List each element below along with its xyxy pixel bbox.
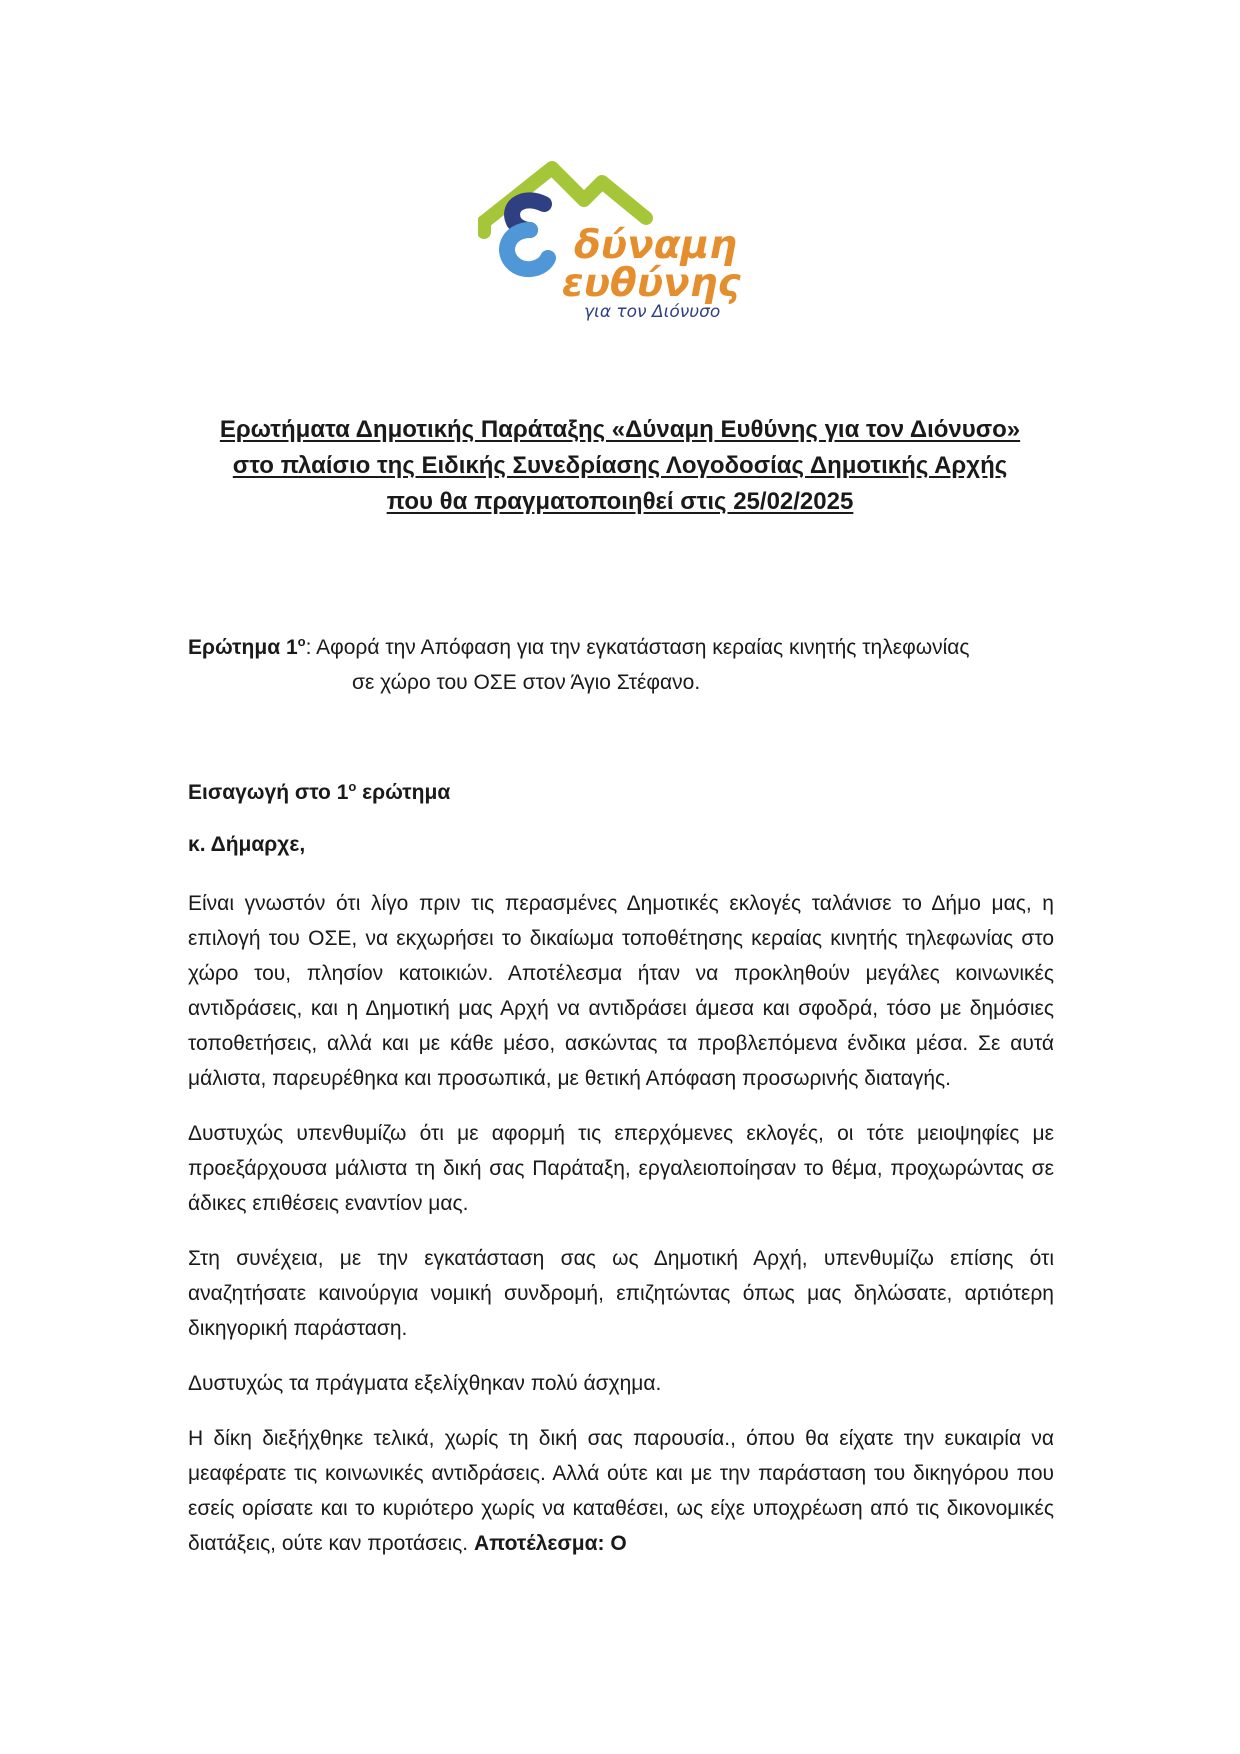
salutation: κ. Δήμαρχε, <box>188 833 306 856</box>
body-text <box>188 886 1054 1581</box>
question-1-line-1 <box>188 624 1068 665</box>
paragraph-5: Η δίκη διεξήχθηκε τελικά, χωρίς τη δική σας παρουσία., όπου θα είχατε την ευκαιρία να μεαφέρατε τις κοινωνικές αντιδράσεις. Αλλά ούτε και με την παράσταση του δικηγόρου που εσείς ορίσατε και το κυριότερο χωρίς να καταθέσει, ως είχε υποχρέωση από τις δικονομικές διατάξεις, ούτε καν προτάσεις. Αποτέλεσμα: Ο <box>188 1427 1054 1555</box>
title-line-1: Ερωτήματα Δημοτικής Παράταξης «Δύναμη Ευθύνης για τον Διόνυσο» <box>219 416 1021 443</box>
question-1-label: Ερώτημα $1^o$ <box>188 634 306 659</box>
logo-text-line3: για τον Διόνυσο <box>584 302 721 322</box>
question-1-line-2: σε χώρο του ΟΣΕ στον Άγιο Στέφανο. <box>352 671 701 694</box>
title-line-3: που θα πραγματοποιηθεί στις 25/02/2025 <box>386 488 854 515</box>
question-1-text: : Αφορά την Απόφαση για την εγκατάσταση κεραίας κινητής τηλεφωνίας <box>305 636 970 659</box>
paragraph-2: Δυστυχώς υπενθυμίζω ότι με αφορμή τις επερχόμενες εκλογές, οι τότε μειοψηφίες με προεξάρχουσα μάλιστα τη δική σας Παράταξη, εργαλειοποίησαν το θέμα, προχωρώντας σε άδικες επιθέσεις εναντίον μας. <box>188 1122 1054 1215</box>
logo-text-line1: δύναμη <box>574 223 737 268</box>
question-1 <box>188 624 1068 700</box>
logo-text-line2: ευθύνης <box>562 261 741 306</box>
paragraph-5-bold-tail: Αποτέλεσμα: Ο <box>473 1532 627 1555</box>
paragraph-3: Στη συνέχεια, με την εγκατάσταση σας ως Δημοτική Αρχή, υπενθυμίζω επίσης ότι αναζητήσατε καινούργια νομική συνδρομή, επιζητώντας όπως μας δηλώσατε, αρτιότερη δικηγορική παράσταση. <box>188 1247 1054 1340</box>
logo-epsilon-light <box>507 230 548 269</box>
party-logo <box>478 160 758 320</box>
document-title <box>150 412 1090 520</box>
intro-heading: Εισαγωγή στο $1^o$ ερώτημα <box>188 779 451 804</box>
title-line-2: στο πλαίσιο της Ειδικής Συνεδρίασης Λογοδοσίας Δημοτικής Αρχής <box>232 452 1008 479</box>
paragraph-4: Δυστυχώς τα πράγματα εξελίχθηκαν πολύ άσχημα. <box>188 1372 662 1395</box>
paragraph-1: Είναι γνωστόν ότι λίγο πριν τις περασμένες Δημοτικές εκλογές ταλάνισε το Δήμο μας, η επιλογή του ΟΣΕ, να εκχωρήσει το δικαίωμα τοποθέτησης κεραίας κινητής τηλεφωνίας στο χώρο του, πλησίον κατοικιών. Αποτέλεσμα ήταν να προκληθούν μεγάλες κοινωνικές αντιδράσεις, και η Δημοτική μας Αρχή να αντιδράσει άμεσα και σφοδρά, τόσο με δημόσιες τοποθετήσεις, αλλά και με κάθε μέσο, ασκώντας τα προβλεπόμενα ένδικα μέσα. Σε αυτά μάλιστα, παρευρέθηκα και προσωπικά, με θετική Απόφαση προσωρινής διαταγής. <box>188 892 1054 1090</box>
